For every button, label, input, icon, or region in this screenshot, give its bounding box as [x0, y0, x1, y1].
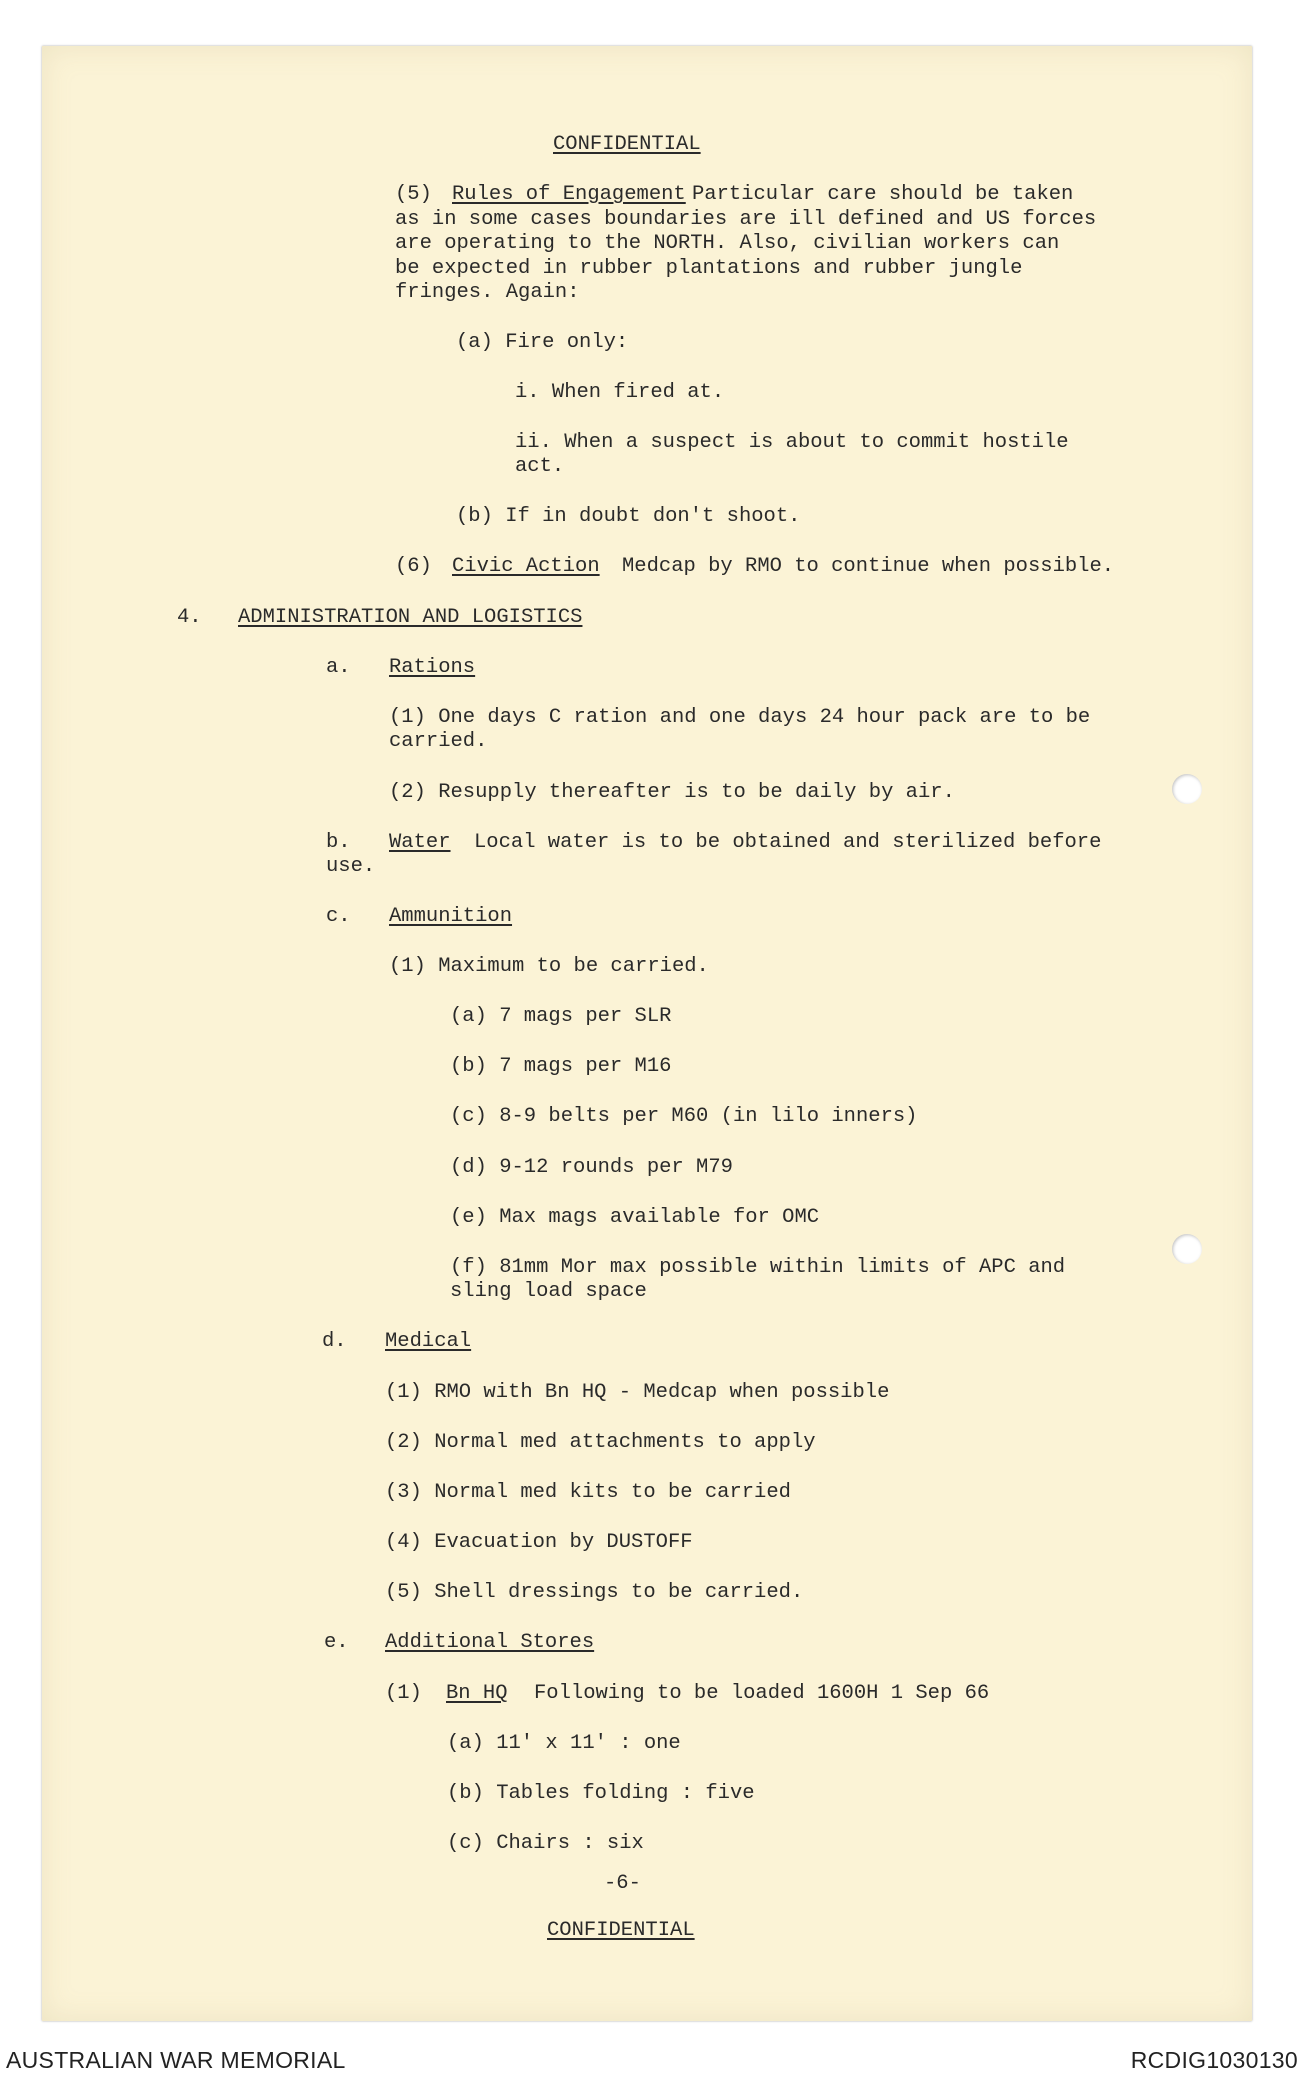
text-line: (1) RMO with Bn HQ - Medcap when possible: [385, 1381, 890, 1404]
text-line: (f) 81mm Mor max possible within limits of APC and: [450, 1256, 1066, 1279]
text-line: (b) Tables folding : five: [447, 1782, 755, 1805]
sub-a-heading: Rations: [389, 656, 476, 679]
text-line: be expected in rubber plantations and rubber jungle: [395, 257, 1023, 280]
text-line: (a) 7 mags per SLR: [450, 1005, 672, 1028]
document-page: [42, 46, 1252, 2021]
text-line: carried.: [389, 730, 488, 753]
punch-hole: [1172, 1234, 1202, 1264]
sub-a-label: a.: [326, 656, 351, 679]
text-line: fringes. Again:: [395, 281, 580, 304]
text-line: (4) Evacuation by DUSTOFF: [385, 1531, 693, 1554]
page-number: -6-: [604, 1872, 641, 1895]
text-line: (1) Maximum to be carried.: [389, 955, 709, 978]
text-line: (a) 11' x 11' : one: [447, 1732, 681, 1755]
sub-e-label: e.: [324, 1631, 349, 1654]
text-line: use.: [326, 855, 376, 878]
para-5-label: (5): [395, 183, 432, 206]
section-4-heading: ADMINISTRATION AND LOGISTICS: [238, 606, 583, 629]
text-line: as in some cases boundaries are ill defined and US forces: [395, 208, 1097, 231]
para-6-label: (6): [395, 555, 432, 578]
sub-d-heading: Medical: [385, 1330, 472, 1353]
text-line: (d) 9-12 rounds per M79: [450, 1156, 733, 1179]
punch-hole: [1172, 774, 1202, 804]
text-line: ii. When a suspect is about to commit hostile: [515, 431, 1069, 454]
text-line: act.: [515, 455, 565, 478]
text-line: (b) If in doubt don't shoot.: [456, 505, 801, 528]
text-line: are operating to the NORTH. Also, civilian workers can: [395, 232, 1060, 255]
sub-c-heading: Ammunition: [389, 905, 513, 928]
footer-confidential: CONFIDENTIAL: [547, 1919, 695, 1942]
sub-e-heading: Additional Stores: [385, 1631, 595, 1654]
text-line: (b) 7 mags per M16: [450, 1055, 672, 1078]
para-6-heading: Civic Action: [452, 555, 600, 578]
text-line: (e) Max mags available for OMC: [450, 1206, 820, 1229]
text-line: (c) Chairs : six: [447, 1832, 644, 1855]
archive-label: AUSTRALIAN WAR MEMORIAL: [6, 2047, 346, 2073]
sub-c-label: c.: [326, 905, 351, 928]
section-4-number: 4.: [177, 606, 202, 629]
para-e1-heading: Bn HQ: [446, 1682, 508, 1705]
para-e1-label: (1): [385, 1682, 422, 1705]
text-line: sling load space: [450, 1280, 647, 1303]
text-line: (3) Normal med kits to be carried: [385, 1481, 791, 1504]
header-confidential: CONFIDENTIAL: [553, 133, 701, 156]
text-line: (5) Shell dressings to be carried.: [385, 1581, 804, 1604]
text-line: (c) 8-9 belts per M60 (in lilo inners): [450, 1105, 918, 1128]
para-5-text: Particular care should be taken: [692, 183, 1074, 206]
sub-b-text: Local water is to be obtained and sterilized before: [474, 831, 1102, 854]
para-e1-text: Following to be loaded 1600H 1 Sep 66: [534, 1682, 990, 1705]
archive-id: RCDIG1030130: [1130, 2047, 1298, 2073]
sub-d-label: d.: [322, 1330, 347, 1353]
text-line: i. When fired at.: [515, 381, 725, 404]
text-line: (1) One days C ration and one days 24 hour pack are to be: [389, 706, 1091, 729]
text-line: (2) Resupply thereafter is to be daily by air.: [389, 781, 955, 804]
text-line: (2) Normal med attachments to apply: [385, 1431, 816, 1454]
para-5-heading: Rules of Engagement: [452, 183, 686, 206]
para-6-text: Medcap by RMO to continue when possible.: [622, 555, 1115, 578]
sub-b-label: b.: [326, 831, 351, 854]
text-line: (a) Fire only:: [456, 331, 629, 354]
sub-b-heading: Water: [389, 831, 451, 854]
